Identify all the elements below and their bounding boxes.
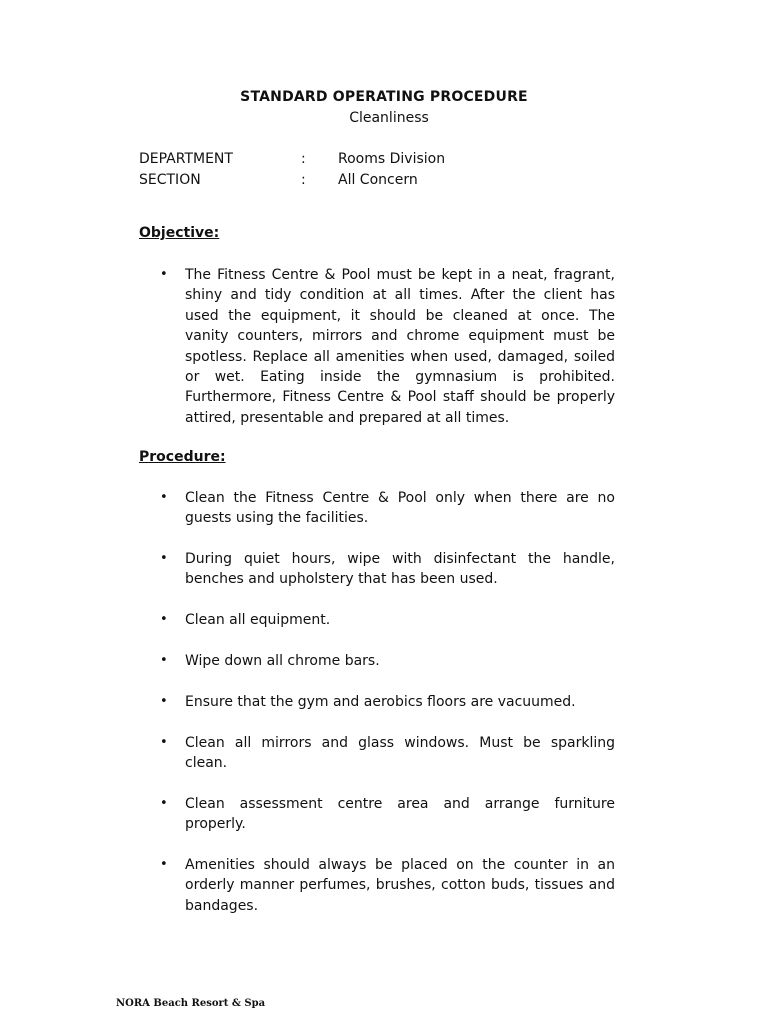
section-value: All Concern — [338, 172, 418, 188]
bullet-icon: • — [160, 551, 168, 566]
section-label: SECTION — [139, 172, 201, 188]
bullet-icon: • — [160, 735, 168, 750]
procedure-item-text: Clean assessment centre area and arrange furniture properly. — [185, 796, 615, 833]
footer-resort-name: NORA Beach Resort & Spa — [116, 998, 266, 1009]
procedure-item-text: Clean all equipment. — [185, 612, 331, 628]
procedure-heading: Procedure: — [139, 449, 226, 465]
objective-heading: Objective: — [139, 225, 220, 241]
procedure-item-text: Wipe down all chrome bars. — [185, 653, 380, 669]
objective-item-text: The Fitness Centre & Pool must be kept in a neat, fragrant, shiny and tidy condition at all times. After the client has used the equipment, it should be cleaned at once. The vanity counters, mirrors and chrome equipment must be spotless. Replace all amenities when used, damaged, soiled or wet. Eating inside the gymnasium is prohibited. Furthermore, Fitness Centre & Pool staff should be properly attired, presentable and prepared at all times. — [185, 267, 615, 426]
procedure-item-text: During quiet hours, wipe with disinfectant the handle, benches and upholstery that has been used. — [185, 551, 615, 588]
document-subtitle: Cleanliness — [349, 110, 429, 126]
department-label: DEPARTMENT — [139, 151, 233, 167]
bullet-icon: • — [160, 796, 168, 811]
section-separator: : — [301, 172, 306, 188]
procedure-item-text: Clean the Fitness Centre & Pool only when there are no guests using the facilities. — [185, 490, 615, 527]
procedure-item-text: Amenities should always be placed on the counter in an orderly manner perfumes, brushes, cotton buds, tissues and bandages. — [185, 857, 615, 914]
procedure-item-text: Clean all mirrors and glass windows. Must be sparkling clean. — [185, 735, 615, 772]
bullet-icon: • — [160, 490, 168, 505]
department-value: Rooms Division — [338, 151, 446, 167]
bullet-icon: • — [160, 857, 168, 872]
bullet-icon: • — [160, 612, 168, 627]
bullet-icon: • — [160, 653, 168, 668]
bullet-icon: • — [160, 267, 168, 282]
department-separator: : — [301, 151, 306, 167]
bullet-icon: • — [160, 694, 168, 709]
document-title: STANDARD OPERATING PROCEDURE — [240, 89, 528, 105]
procedure-item-text: Ensure that the gym and aerobics floors are vacuumed. — [185, 694, 576, 710]
